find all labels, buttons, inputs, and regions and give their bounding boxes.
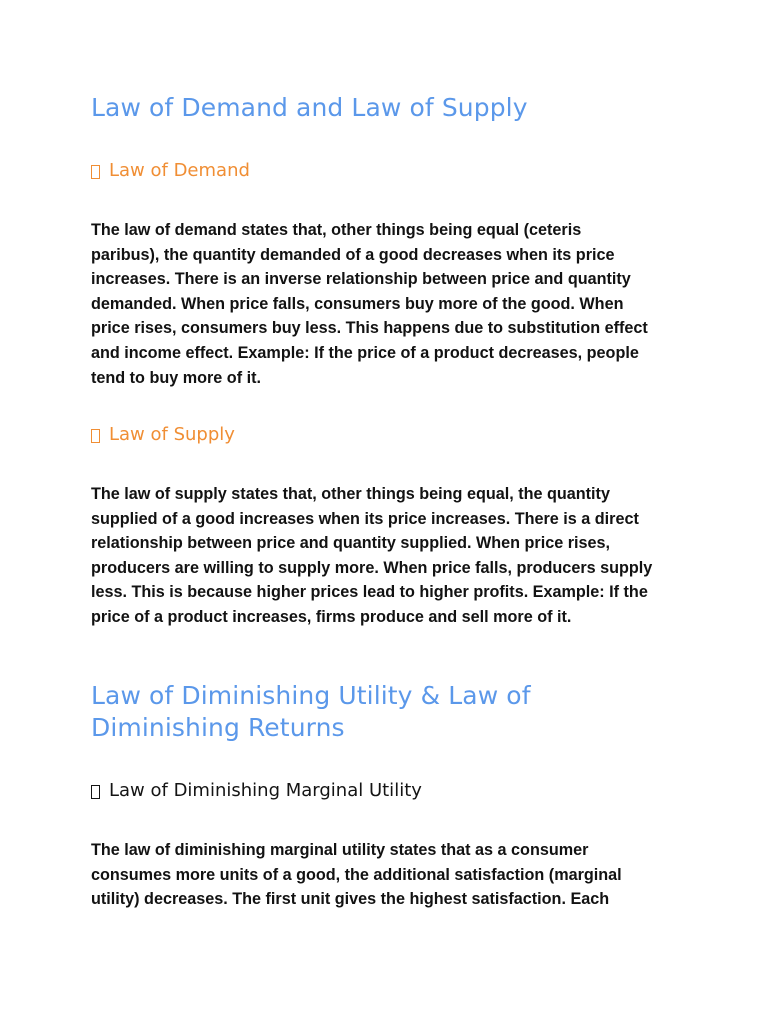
paragraph-line: supplied of a good increases when its price increases. There is a direct xyxy=(91,509,639,528)
paragraph-line: and income effect. Example: If the price of a product decreases, people xyxy=(91,343,639,362)
paragraph-line: relationship between price and quantity supplied. When price rises, xyxy=(91,534,611,553)
paragraph-line: The law of diminishing marginal utility states that as a consumer xyxy=(91,841,589,859)
paragraph-line: paribus), the quantity demanded of a good decreases when its price xyxy=(91,245,615,264)
section-heading-diminishing xyxy=(91,680,691,744)
section-heading-line: Law of Diminishing Utility & Law of xyxy=(91,681,531,710)
subheading-text: Law of Demand xyxy=(109,160,250,181)
paragraph-line: price rises, consumers buy less. This happens due to substitution effect xyxy=(91,319,648,338)
subheading-law-of-diminishing-marginal-utility xyxy=(91,779,691,803)
paragraph-law-of-demand xyxy=(91,218,691,390)
paragraph-line: utility) decreases. The first unit gives the highest satisfaction. Each xyxy=(91,890,610,909)
section-heading-text: Law of Demand and Law of Supply xyxy=(91,93,528,122)
paragraph-line: The law of demand states that, other things being equal (ceteris xyxy=(91,221,582,239)
paragraph-line: price of a product increases, firms produce and sell more of it. xyxy=(91,607,572,626)
paragraph-line: producers are willing to supply more. When price falls, producers supply xyxy=(91,558,653,577)
box-glyph-icon xyxy=(91,165,100,179)
paragraph-law-of-supply xyxy=(91,482,691,630)
paragraph-line: tend to buy more of it. xyxy=(91,368,261,387)
paragraph-line: less. This is because higher prices lead to higher profits. Example: If the xyxy=(91,583,648,602)
section-heading-line: Diminishing Returns xyxy=(91,713,345,742)
paragraph-diminishing-marginal-utility xyxy=(91,838,691,912)
subheading-text: Law of Supply xyxy=(109,424,235,445)
paragraph-line: consumes more units of a good, the additional satisfaction (marginal xyxy=(91,865,622,884)
section-heading-demand-supply xyxy=(91,92,691,124)
paragraph-line: demanded. When price falls, consumers buy more of the good. When xyxy=(91,294,624,313)
subheading-law-of-supply xyxy=(91,423,691,447)
box-glyph-icon xyxy=(91,785,100,799)
paragraph-line: The law of supply states that, other things being equal, the quantity xyxy=(91,485,610,503)
box-glyph-icon xyxy=(91,429,100,443)
subheading-law-of-demand xyxy=(91,159,691,183)
paragraph-line: increases. There is an inverse relationship between price and quantity xyxy=(91,270,631,289)
subheading-text: Law of Diminishing Marginal Utility xyxy=(109,780,422,801)
